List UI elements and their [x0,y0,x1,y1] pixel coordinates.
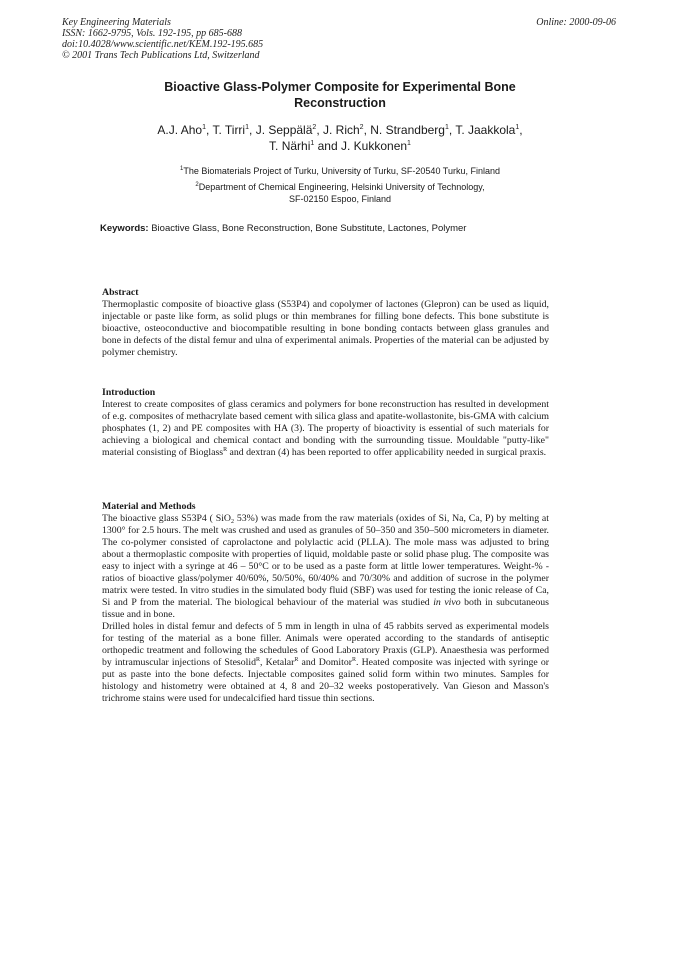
issn-line: ISSN: 1662-9795, Vols. 192-195, pp 685-688 [62,28,242,39]
author-affiliation-mark: 2 [312,124,317,131]
methods-paragraph-2 [102,621,549,705]
methods-text-part: The bioactive glass S53P4 ( SiO [102,513,232,524]
keywords-line [100,223,590,235]
affiliation-text-line-2: SF-02150 Espoo, Finland [288,194,392,204]
registered-mark: R [223,447,228,453]
keywords-text: Bioactive Glass, Bone Reconstruction, Bone Substitute, Lactones, Polymer [151,223,467,234]
author-affiliation-mark: 1 [444,124,449,131]
introduction-heading: Introduction [102,387,156,398]
methods-text-part: 53%) was made from the raw materials (oxides of Si, Na, Ca, P) by melting at 1300° for 2.5 hours. The melt was crushed and used as granules of 50–350 and 350–500 micrometers in diameter. The co-polymer consisted of caprolactone and polylactic acid (PLLA). The mole mass was adjusted to bring about a thermoplastic composite with properties of liquid, moldable paste or solid phase plug. The composite was easy to inject with a syringe at 46 – 50°C or to be used as a paste form at little lower temperatures. Weight-% -ratios of bioactive glass/polymer 40/60%, 50/50%, 60/40% and 70/30% and addition of sucrose in the polymer matrix were tested. In vitro studies in the simulated body fluid (SBF) was used for testing the ionic release of Ca, Si and P from the material. The biological behaviour of the material was studied [102,513,549,608]
introduction-text [102,399,549,459]
author-name: J. Seppälä [255,123,313,137]
abstract-heading: Abstract [102,287,139,298]
author-affiliation-mark: 2 [359,124,364,131]
author-list: A.J. Aho$^1$, T. Tirri$^1$, J. Seppälä$^2$, J. Rich$^2$, N. Strandberg$^1$, T. Jaakkola$^1$, T. Närhi$^1$ and J. Kukkonen$^1$ [157,123,523,153]
methods-text-part: , Ketalar [260,657,295,668]
author-and: and [317,139,338,153]
copyright-line: © 2001 Trans Tech Publications Ltd, Switzerland [62,50,260,61]
title-line-1: Bioactive Glass-Polymer Composite for Experimental Bone [164,80,516,94]
author-affiliation-mark: 1 [310,140,315,147]
methods-text-part: both in subcutaneous tissue and in bone. [102,597,549,620]
journal-name: Key Engineering Materials [62,17,171,28]
author-affiliation-mark: 1 [407,140,411,147]
abstract-section [102,287,549,359]
author-name: T. Tirri [212,123,246,137]
introduction-text-part: and dextran (4) has been reported to offer applicability needed in surgical praxis. [227,447,547,458]
affiliation-2 [110,181,570,205]
author-name: T. Närhi [269,139,311,153]
paper-title [110,79,570,111]
author-name: J. Kukkonen [341,139,408,153]
introduction-text-part: Interest to create composites of glass ceramics and polymers for bone reconstruction has resulted in development of e.g. composites of methacrylate based cement with silica glass and apatite-wollastonite, bis-GMA with calcium phosphates (1, 2) and PE composites with HA (3). The property of bioactivity is essential of such materials for achieving a biological and chemical contact and bonding with the surrounding tissue. Mouldable "putty-like" material consisting of Bioglass [102,399,549,458]
online-date: Online: 2000-09-06 [536,17,616,28]
keywords-label: Keywords: [100,223,149,234]
methods-section [102,501,549,705]
journal-header [62,17,263,61]
methods-text-part: . Heated composite was injected with syringe or put as paste into the bone defects. Injectable composites gained solid form within two minutes. Samples for histology and histometry were obtained at 4, 8 and 20–32 weeks postoperatively. Van Gieson and Masson's trichrome stains were used for undecalcified hard tissue thin sections. [102,657,549,704]
affiliation-1 [110,165,570,177]
affiliation-text: The Biomaterials Project of Turku, University of Turku, SF-20540 Turku, Finland [183,166,500,176]
title-line-2: Reconstruction [294,96,386,110]
author-affiliation-mark: 1 [515,124,520,131]
author-name: J. Rich [322,123,360,137]
author-name: N. Strandberg [370,123,445,137]
doi-line: doi:10.4028/www.scientific.net/KEM.192-195.685 [62,39,264,50]
introduction-section [102,387,549,459]
affiliation-text: Department of Chemical Engineering, Helsinki University of Technology, [198,182,485,192]
registered-mark: R [294,657,299,663]
registered-mark: R [255,657,260,663]
methods-paragraph-1 [102,513,549,621]
author-affiliation-mark: 1 [245,124,250,131]
italic-text: in vivo [433,597,461,608]
author-name: A.J. Aho [157,123,203,137]
affiliation-number: 1 [180,166,184,172]
methods-text-part: and Domitor [298,657,353,668]
registered-mark: R [352,657,357,663]
abstract-text: Thermoplastic composite of bioactive glass (S53P4) and copolymer of lactones (Glepron) can be used as liquid, injectable or paste like form, as solid plugs or thin membranes for filling bone defects. This bone substitute is bioactive, osteoconductive and biocompatible resulting in bone bonding contacts between glass granules and bone in defects of the distal femur and ulna of experimental animals. Properties of the material can be adjusted by polymer chemistry. [102,299,549,358]
affiliation-number: 2 [195,182,199,188]
author-name: T. Jaakkola [455,123,516,137]
subscript: 2 [231,519,235,525]
methods-heading: Material and Methods [102,501,196,512]
methods-text-part: Drilled holes in distal femur and defects of 5 mm in length in ulna of 45 rabbits served as experimental models for testing of the material as a bone filler. Animals were operated according to the standards of antiseptic orthopedic treatment and following the schedules of Good Laboratory Praxis (GLP). Anaesthesia was performed by intramuscular injections of Stesolid [102,621,549,668]
author-affiliation-mark: 1 [202,124,206,131]
